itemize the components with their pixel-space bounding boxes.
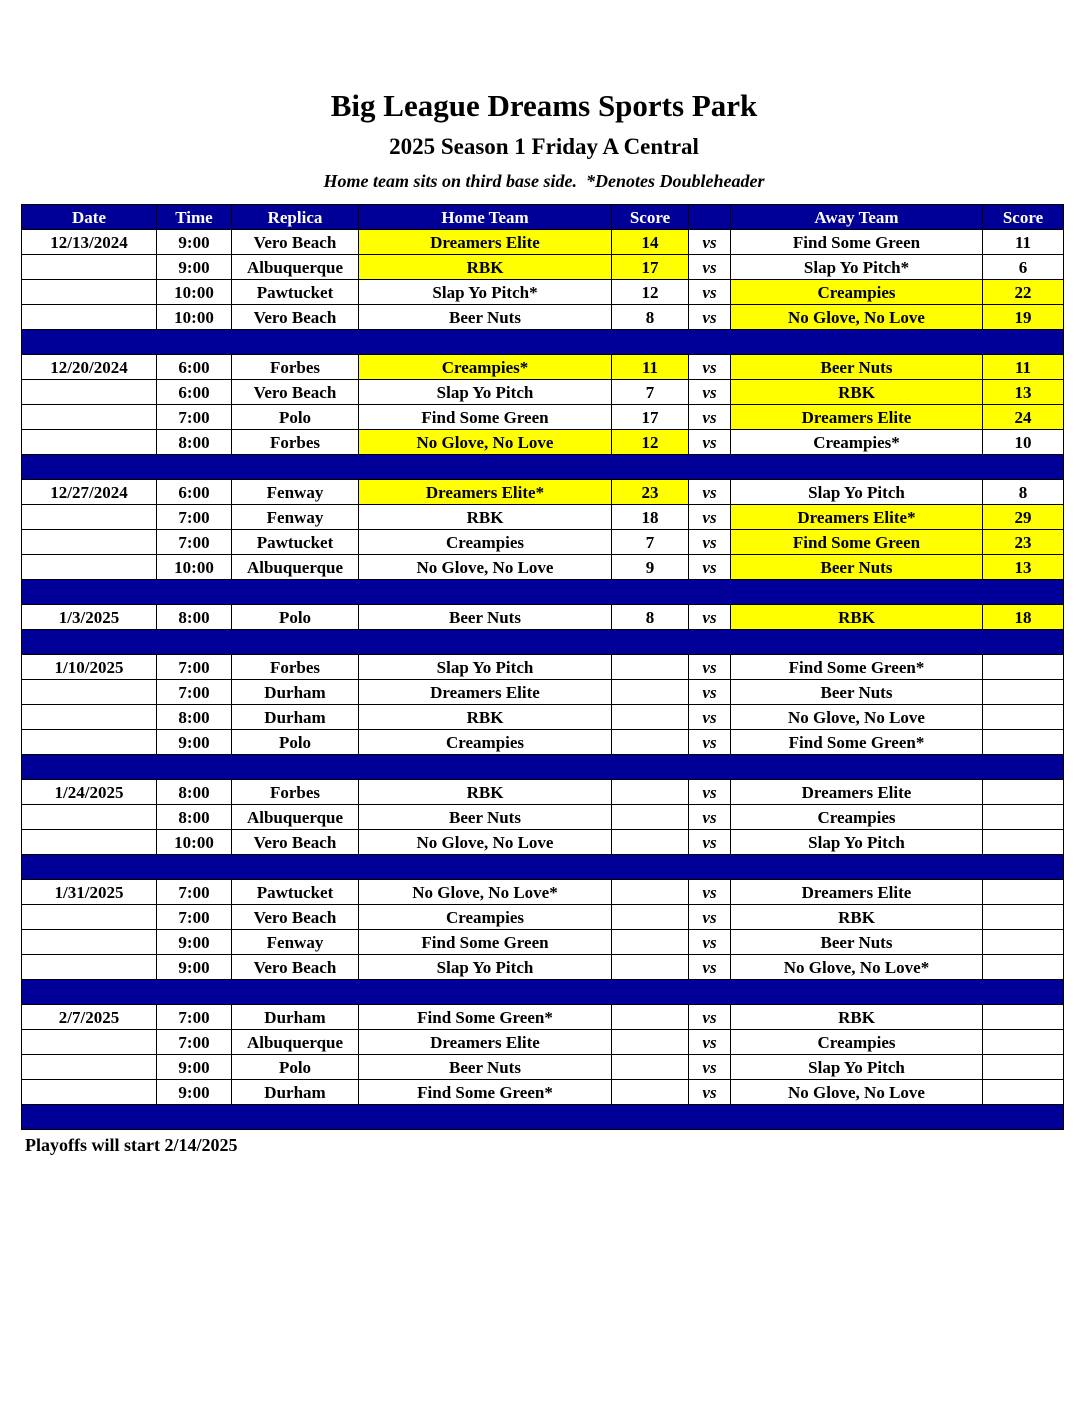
- replica-cell: Vero Beach: [232, 955, 359, 980]
- time-cell: 9:00: [157, 255, 232, 280]
- home-score-cell: [612, 1080, 689, 1105]
- date-cell: [22, 380, 157, 405]
- home-score-cell: 9: [612, 555, 689, 580]
- vs-label-cell: vs: [689, 955, 731, 980]
- home-score-cell: [612, 905, 689, 930]
- time-cell: 10:00: [157, 305, 232, 330]
- vs-label-cell: vs: [689, 705, 731, 730]
- away-team-cell: Dreamers Elite: [731, 880, 983, 905]
- home-team-cell: Beer Nuts: [359, 1055, 612, 1080]
- replica-cell: Vero Beach: [232, 830, 359, 855]
- home-team-cell: Slap Yo Pitch: [359, 955, 612, 980]
- replica-cell: Albuquerque: [232, 255, 359, 280]
- away-score-cell: [983, 930, 1064, 955]
- away-team-cell: Slap Yo Pitch: [731, 480, 983, 505]
- page-title: Big League Dreams Sports Park: [330, 88, 758, 123]
- away-team-cell: No Glove, No Love: [731, 305, 983, 330]
- vs-label-cell: vs: [689, 355, 731, 380]
- home-score-cell: [612, 1005, 689, 1030]
- date-cell: 12/13/2024: [22, 230, 157, 255]
- home-score-cell: 11: [612, 355, 689, 380]
- vs-label-cell: vs: [689, 380, 731, 405]
- replica-cell: Albuquerque: [232, 1030, 359, 1055]
- away-score-cell: 18: [983, 605, 1064, 630]
- home-team-cell: Dreamers Elite: [359, 1030, 612, 1055]
- away-team-cell: RBK: [731, 905, 983, 930]
- replica-cell: Pawtucket: [232, 880, 359, 905]
- replica-cell: Fenway: [232, 480, 359, 505]
- col-header-home-score: Score: [612, 205, 689, 230]
- vs-label-cell: vs: [689, 230, 731, 255]
- week-separator-cell: [22, 580, 1064, 605]
- home-team-cell: Creampies: [359, 905, 612, 930]
- away-score-cell: 6: [983, 255, 1064, 280]
- home-score-cell: [612, 1055, 689, 1080]
- away-team-cell: Dreamers Elite: [731, 780, 983, 805]
- home-team-cell: RBK: [359, 255, 612, 280]
- away-team-cell: Dreamers Elite*: [731, 505, 983, 530]
- vs-label-cell: vs: [689, 905, 731, 930]
- game-row: [22, 930, 1064, 955]
- playoffs-note: Playoffs will start 2/14/2025: [25, 1135, 238, 1155]
- away-team-cell: Beer Nuts: [731, 555, 983, 580]
- game-row: [22, 705, 1064, 730]
- vs-label-cell: vs: [689, 680, 731, 705]
- vs-label-cell: vs: [689, 430, 731, 455]
- time-cell: 10:00: [157, 280, 232, 305]
- away-team-cell: No Glove, No Love*: [731, 955, 983, 980]
- date-cell: [22, 530, 157, 555]
- replica-cell: Polo: [232, 1055, 359, 1080]
- vs-label-cell: vs: [689, 1055, 731, 1080]
- week-separator-cell: [22, 330, 1064, 355]
- vs-label-cell: vs: [689, 605, 731, 630]
- replica-cell: Durham: [232, 705, 359, 730]
- away-score-cell: 8: [983, 480, 1064, 505]
- date-cell: [22, 905, 157, 930]
- home-team-cell: Dreamers Elite: [359, 230, 612, 255]
- home-score-cell: [612, 680, 689, 705]
- time-cell: 7:00: [157, 880, 232, 905]
- away-team-cell: Slap Yo Pitch: [731, 830, 983, 855]
- away-score-cell: 29: [983, 505, 1064, 530]
- away-score-cell: [983, 830, 1064, 855]
- home-team-cell: RBK: [359, 505, 612, 530]
- away-score-cell: 24: [983, 405, 1064, 430]
- home-team-cell: No Glove, No Love*: [359, 880, 612, 905]
- date-cell: 12/20/2024: [22, 355, 157, 380]
- home-score-cell: [612, 830, 689, 855]
- time-cell: 10:00: [157, 830, 232, 855]
- date-cell: [22, 405, 157, 430]
- replica-cell: Vero Beach: [232, 905, 359, 930]
- vs-label-cell: vs: [689, 530, 731, 555]
- game-row: [22, 355, 1064, 380]
- date-cell: [22, 430, 157, 455]
- replica-cell: Polo: [232, 605, 359, 630]
- game-row: [22, 805, 1064, 830]
- time-cell: 9:00: [157, 1080, 232, 1105]
- game-row: [22, 1030, 1064, 1055]
- home-team-cell: RBK: [359, 780, 612, 805]
- vs-label-cell: vs: [689, 480, 731, 505]
- time-cell: 9:00: [157, 930, 232, 955]
- vs-label-cell: vs: [689, 805, 731, 830]
- game-row: [22, 480, 1064, 505]
- game-row: [22, 955, 1064, 980]
- replica-cell: Albuquerque: [232, 805, 359, 830]
- away-score-cell: 22: [983, 280, 1064, 305]
- home-score-cell: [612, 930, 689, 955]
- home-score-cell: 8: [612, 605, 689, 630]
- date-cell: 1/10/2025: [22, 655, 157, 680]
- week-separator-row: [22, 580, 1064, 605]
- away-score-cell: [983, 655, 1064, 680]
- away-score-cell: 19: [983, 305, 1064, 330]
- home-score-cell: 7: [612, 380, 689, 405]
- game-row: [22, 730, 1064, 755]
- home-team-cell: No Glove, No Love: [359, 430, 612, 455]
- game-row: [22, 1055, 1064, 1080]
- game-row: [22, 830, 1064, 855]
- schedule-table-body: [22, 230, 1064, 1130]
- away-score-cell: [983, 880, 1064, 905]
- away-score-cell: 13: [983, 380, 1064, 405]
- replica-cell: Polo: [232, 730, 359, 755]
- game-row: [22, 680, 1064, 705]
- time-cell: 7:00: [157, 1005, 232, 1030]
- date-cell: [22, 505, 157, 530]
- date-cell: 1/24/2025: [22, 780, 157, 805]
- home-team-cell: Dreamers Elite: [359, 680, 612, 705]
- home-team-cell: Find Some Green*: [359, 1080, 612, 1105]
- replica-cell: Durham: [232, 1080, 359, 1105]
- home-score-cell: 14: [612, 230, 689, 255]
- date-cell: [22, 680, 157, 705]
- home-score-cell: [612, 1030, 689, 1055]
- game-row: [22, 1080, 1064, 1105]
- home-team-note: Home team sits on third base side. *Denotes Doubleheader: [323, 171, 765, 191]
- home-score-cell: 17: [612, 405, 689, 430]
- game-row: [22, 430, 1064, 455]
- vs-label-cell: vs: [689, 405, 731, 430]
- home-score-cell: [612, 880, 689, 905]
- away-team-cell: Slap Yo Pitch*: [731, 255, 983, 280]
- away-team-cell: Creampies: [731, 280, 983, 305]
- col-header-away-score: Score: [983, 205, 1064, 230]
- away-score-cell: [983, 1030, 1064, 1055]
- away-score-cell: 10: [983, 430, 1064, 455]
- date-cell: [22, 1080, 157, 1105]
- date-cell: 2/7/2025: [22, 1005, 157, 1030]
- away-team-cell: Creampies: [731, 1030, 983, 1055]
- vs-label-cell: vs: [689, 305, 731, 330]
- time-cell: 6:00: [157, 355, 232, 380]
- replica-cell: Durham: [232, 1005, 359, 1030]
- time-cell: 8:00: [157, 605, 232, 630]
- home-score-cell: [612, 655, 689, 680]
- away-score-cell: 11: [983, 355, 1064, 380]
- date-cell: 1/3/2025: [22, 605, 157, 630]
- game-row: [22, 905, 1064, 930]
- away-team-cell: Find Some Green*: [731, 655, 983, 680]
- col-header-time: Time: [157, 205, 232, 230]
- away-team-cell: Creampies*: [731, 430, 983, 455]
- col-header-home-team: Home Team: [359, 205, 612, 230]
- away-score-cell: [983, 680, 1064, 705]
- away-team-cell: Creampies: [731, 805, 983, 830]
- col-header-vs-spacer: [689, 205, 731, 230]
- home-team-cell: Creampies*: [359, 355, 612, 380]
- home-team-cell: Find Some Green: [359, 405, 612, 430]
- home-team-cell: Find Some Green*: [359, 1005, 612, 1030]
- away-score-cell: [983, 805, 1064, 830]
- away-team-cell: RBK: [731, 605, 983, 630]
- away-team-cell: Slap Yo Pitch: [731, 1055, 983, 1080]
- away-score-cell: [983, 730, 1064, 755]
- away-team-cell: Beer Nuts: [731, 355, 983, 380]
- home-score-cell: [612, 730, 689, 755]
- week-separator-cell: [22, 855, 1064, 880]
- replica-cell: Forbes: [232, 355, 359, 380]
- vs-label-cell: vs: [689, 830, 731, 855]
- time-cell: 6:00: [157, 380, 232, 405]
- home-team-cell: Beer Nuts: [359, 305, 612, 330]
- vs-label-cell: vs: [689, 655, 731, 680]
- table-header-row: [22, 205, 1064, 230]
- home-score-cell: [612, 805, 689, 830]
- home-team-cell: Slap Yo Pitch*: [359, 280, 612, 305]
- home-score-cell: 18: [612, 505, 689, 530]
- away-team-cell: Beer Nuts: [731, 930, 983, 955]
- week-separator-row: [22, 330, 1064, 355]
- time-cell: 6:00: [157, 480, 232, 505]
- game-row: [22, 230, 1064, 255]
- week-separator-row: [22, 455, 1064, 480]
- date-cell: [22, 955, 157, 980]
- game-row: [22, 655, 1064, 680]
- away-score-cell: [983, 955, 1064, 980]
- date-cell: [22, 555, 157, 580]
- vs-label-cell: vs: [689, 730, 731, 755]
- time-cell: 9:00: [157, 230, 232, 255]
- away-score-cell: 11: [983, 230, 1064, 255]
- away-score-cell: 23: [983, 530, 1064, 555]
- time-cell: 7:00: [157, 405, 232, 430]
- date-cell: [22, 830, 157, 855]
- time-cell: 8:00: [157, 805, 232, 830]
- week-separator-row: [22, 630, 1064, 655]
- week-separator-cell: [22, 980, 1064, 1005]
- col-header-replica: Replica: [232, 205, 359, 230]
- time-cell: 8:00: [157, 780, 232, 805]
- vs-label-cell: vs: [689, 555, 731, 580]
- home-score-cell: 23: [612, 480, 689, 505]
- away-score-cell: [983, 905, 1064, 930]
- time-cell: 8:00: [157, 430, 232, 455]
- week-separator-row: [22, 855, 1064, 880]
- away-team-cell: No Glove, No Love: [731, 1080, 983, 1105]
- date-cell: [22, 1055, 157, 1080]
- away-team-cell: Find Some Green: [731, 530, 983, 555]
- week-separator-row: [22, 755, 1064, 780]
- week-separator-cell: [22, 755, 1064, 780]
- vs-label-cell: vs: [689, 1030, 731, 1055]
- replica-cell: Forbes: [232, 655, 359, 680]
- time-cell: 7:00: [157, 1030, 232, 1055]
- home-team-cell: RBK: [359, 705, 612, 730]
- game-row: [22, 305, 1064, 330]
- time-cell: 7:00: [157, 505, 232, 530]
- home-score-cell: 8: [612, 305, 689, 330]
- replica-cell: Albuquerque: [232, 555, 359, 580]
- away-score-cell: [983, 705, 1064, 730]
- away-score-cell: [983, 1055, 1064, 1080]
- schedule-table: [21, 204, 1064, 1130]
- game-row: [22, 380, 1064, 405]
- home-team-cell: Creampies: [359, 530, 612, 555]
- away-score-cell: [983, 1005, 1064, 1030]
- time-cell: 8:00: [157, 705, 232, 730]
- home-score-cell: 12: [612, 430, 689, 455]
- game-row: [22, 780, 1064, 805]
- home-team-cell: Beer Nuts: [359, 605, 612, 630]
- away-team-cell: Find Some Green*: [731, 730, 983, 755]
- home-team-cell: No Glove, No Love: [359, 830, 612, 855]
- home-score-cell: 12: [612, 280, 689, 305]
- replica-cell: Vero Beach: [232, 305, 359, 330]
- replica-cell: Forbes: [232, 780, 359, 805]
- date-cell: [22, 280, 157, 305]
- time-cell: 7:00: [157, 905, 232, 930]
- vs-label-cell: vs: [689, 280, 731, 305]
- replica-cell: Vero Beach: [232, 230, 359, 255]
- home-team-cell: Dreamers Elite*: [359, 480, 612, 505]
- away-score-cell: 13: [983, 555, 1064, 580]
- time-cell: 7:00: [157, 530, 232, 555]
- date-cell: [22, 805, 157, 830]
- home-team-cell: Slap Yo Pitch: [359, 655, 612, 680]
- vs-label-cell: vs: [689, 930, 731, 955]
- away-team-cell: Dreamers Elite: [731, 405, 983, 430]
- home-team-cell: Slap Yo Pitch: [359, 380, 612, 405]
- col-header-away-team: Away Team: [731, 205, 983, 230]
- away-score-cell: [983, 1080, 1064, 1105]
- vs-label-cell: vs: [689, 1005, 731, 1030]
- game-row: [22, 505, 1064, 530]
- time-cell: 10:00: [157, 555, 232, 580]
- replica-cell: Polo: [232, 405, 359, 430]
- vs-label-cell: vs: [689, 1080, 731, 1105]
- vs-label-cell: vs: [689, 880, 731, 905]
- date-cell: [22, 730, 157, 755]
- time-cell: 7:00: [157, 655, 232, 680]
- replica-cell: Vero Beach: [232, 380, 359, 405]
- replica-cell: Durham: [232, 680, 359, 705]
- home-score-cell: 7: [612, 530, 689, 555]
- date-cell: [22, 305, 157, 330]
- date-cell: [22, 930, 157, 955]
- replica-cell: Fenway: [232, 930, 359, 955]
- week-separator-row: [22, 1105, 1064, 1130]
- replica-cell: Forbes: [232, 430, 359, 455]
- home-team-cell: Creampies: [359, 730, 612, 755]
- vs-label-cell: vs: [689, 255, 731, 280]
- replica-cell: Fenway: [232, 505, 359, 530]
- home-score-cell: 17: [612, 255, 689, 280]
- away-team-cell: Find Some Green: [731, 230, 983, 255]
- week-separator-cell: [22, 630, 1064, 655]
- vs-label-cell: vs: [689, 505, 731, 530]
- time-cell: 9:00: [157, 1055, 232, 1080]
- away-team-cell: RBK: [731, 380, 983, 405]
- home-team-cell: Beer Nuts: [359, 805, 612, 830]
- home-score-cell: [612, 955, 689, 980]
- home-team-cell: Find Some Green: [359, 930, 612, 955]
- vs-label-cell: vs: [689, 780, 731, 805]
- game-row: [22, 280, 1064, 305]
- time-cell: 9:00: [157, 955, 232, 980]
- page-subtitle: 2025 Season 1 Friday A Central: [389, 134, 699, 159]
- replica-cell: Pawtucket: [232, 280, 359, 305]
- home-score-cell: [612, 780, 689, 805]
- game-row: [22, 880, 1064, 905]
- game-row: [22, 530, 1064, 555]
- date-cell: 1/31/2025: [22, 880, 157, 905]
- date-cell: 12/27/2024: [22, 480, 157, 505]
- game-row: [22, 255, 1064, 280]
- game-row: [22, 405, 1064, 430]
- date-cell: [22, 705, 157, 730]
- away-team-cell: Beer Nuts: [731, 680, 983, 705]
- date-cell: [22, 255, 157, 280]
- game-row: [22, 555, 1064, 580]
- week-separator-cell: [22, 455, 1064, 480]
- week-separator-cell: [22, 1105, 1064, 1130]
- time-cell: 9:00: [157, 730, 232, 755]
- home-score-cell: [612, 705, 689, 730]
- away-team-cell: No Glove, No Love: [731, 705, 983, 730]
- game-row: [22, 605, 1064, 630]
- week-separator-row: [22, 980, 1064, 1005]
- home-team-cell: No Glove, No Love: [359, 555, 612, 580]
- game-row: [22, 1005, 1064, 1030]
- away-team-cell: RBK: [731, 1005, 983, 1030]
- time-cell: 7:00: [157, 680, 232, 705]
- date-cell: [22, 1030, 157, 1055]
- col-header-date: Date: [22, 205, 157, 230]
- replica-cell: Pawtucket: [232, 530, 359, 555]
- away-score-cell: [983, 780, 1064, 805]
